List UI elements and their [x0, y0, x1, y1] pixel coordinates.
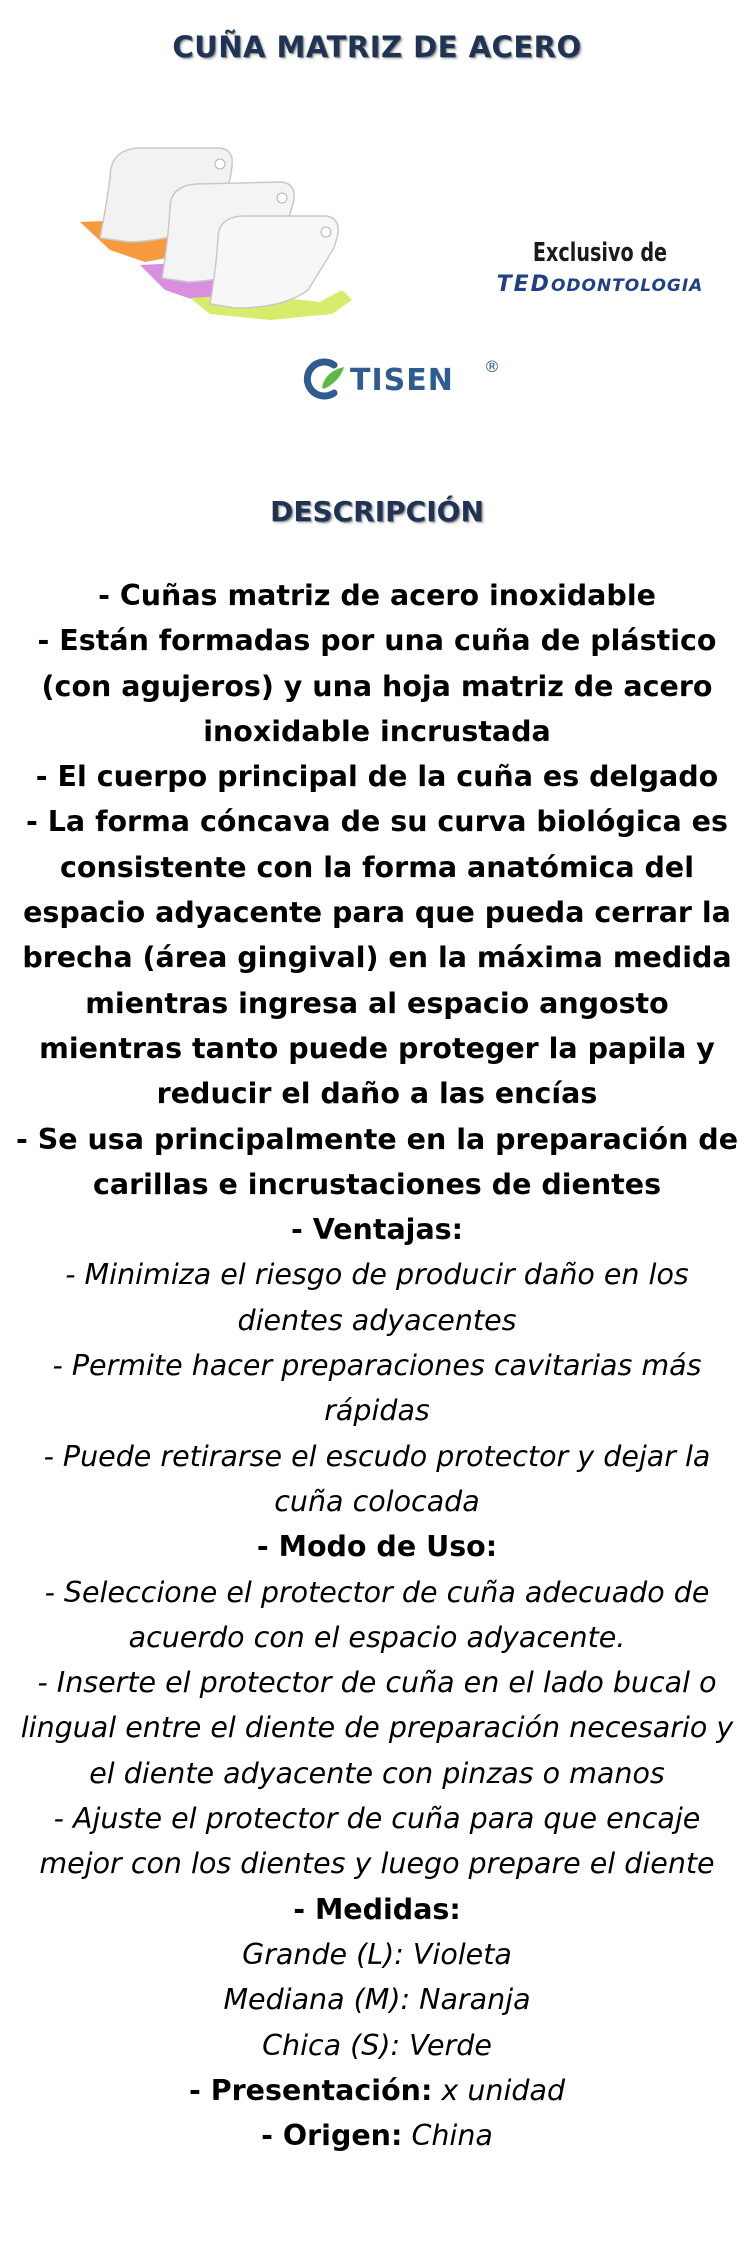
medida-item: Grande (L): Violeta — [242, 1937, 512, 1971]
ventaja-item: - Puede retirarse el escudo protector y dejar la cuña colocada — [43, 1439, 711, 1518]
modo-item: - Ajuste el protector de cuña para que encaje mejor con los dientes y luego prepare el diente — [39, 1802, 715, 1881]
green-wedge-blade — [210, 216, 338, 308]
medida-item: Mediana (M): Naranja — [223, 1983, 531, 2017]
origen-line — [14, 2113, 740, 2158]
description-line: - Están formadas por una cuña de plástico (con agujeros) y una hoja matriz de acero inoxidable incrustada — [37, 624, 717, 748]
origen-label: - Origen: — [261, 2119, 403, 2153]
presentacion-label: - Presentación: — [188, 2073, 433, 2107]
medida-item: Chica (S): Verde — [262, 2028, 492, 2062]
ventajas-heading: - Ventajas: — [290, 1213, 464, 1247]
exclusive-badge — [465, 238, 735, 297]
brand-name: TISEN — [350, 363, 454, 398]
brand-c-leaf-icon — [300, 357, 350, 401]
ted-logo-text: TED — [496, 272, 551, 297]
ted-odontologia-logo — [465, 272, 735, 297]
odontologia-logo-text: ODONTOLOGIA — [550, 276, 704, 296]
description-line: - Se usa principalmente en la preparación de carillas e incrustaciones de dientes — [15, 1122, 739, 1201]
registered-mark: ® — [484, 357, 500, 376]
product-image — [70, 130, 390, 320]
description-line: - Cuñas matriz de acero inoxidable — [98, 579, 656, 612]
modo-item: - Inserte el protector de cuña en el lado bucal o lingual entre el diente de preparación necesario y el diente adyacente con pinzas o manos — [20, 1666, 734, 1790]
description-line: - El cuerpo principal de la cuña es delgado — [35, 760, 719, 794]
modo-item: - Seleccione el protector de cuña adecuado de acuerdo con el espacio adyacente. — [44, 1575, 710, 1654]
presentacion-line — [14, 2068, 740, 2113]
presentacion-value: x unidad — [441, 2073, 566, 2107]
description-line: - La forma cóncava de su curva biológica es consistente con la forma anatómica del espacio adyacente para que pueda cerrar la brecha (área gingival) en la máxima medida mientras ingresa al espacio angosto mientras tanto puede proteger la papila y reducir el daño a las encías — [22, 805, 732, 1111]
cotisen-brand-logo — [300, 355, 520, 405]
modo-heading: - Modo de Uso: — [256, 1530, 498, 1564]
medidas-heading: - Medidas: — [293, 1892, 461, 1926]
page-title: CUÑA MATRIZ DE ACERO — [172, 30, 582, 64]
ventaja-item: - Permite hacer preparaciones cavitarias más rápidas — [52, 1349, 702, 1428]
exclusive-label: Exclusivo de — [532, 238, 668, 268]
section-title: DESCRIPCIÓN — [270, 495, 484, 528]
ventaja-item: - Minimiza el riesgo de producir daño en los dientes adyacentes — [65, 1258, 689, 1337]
description-body — [14, 573, 740, 2158]
origen-value: China — [411, 2119, 493, 2153]
